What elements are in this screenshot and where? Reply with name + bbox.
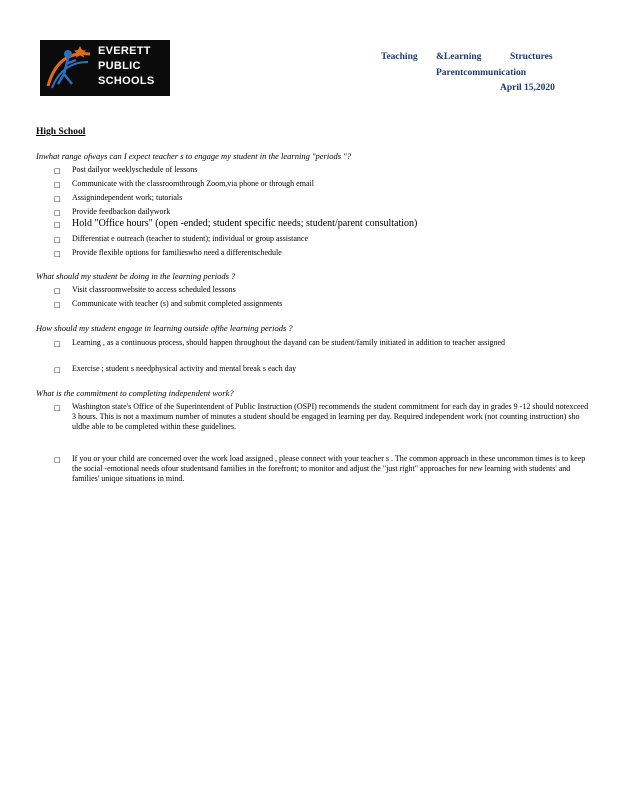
checkbox-icon: □	[54, 250, 61, 258]
logo-text-line: SCHOOLS	[98, 75, 155, 87]
checkbox-icon: □	[54, 167, 61, 175]
logo-text-line: PUBLIC	[98, 60, 141, 72]
list-item: □ Provide flexible options for familieswho need a differentschedule	[54, 248, 282, 258]
question-heading: How should my student engage in learning outside ofthe learning periods ?	[36, 323, 293, 333]
list-item: □ Differentiat e outreach (teacher to student); individual or group assistance	[54, 234, 308, 244]
checkbox-icon: □	[54, 209, 61, 217]
checkbox-icon: □	[54, 340, 61, 348]
list-item: □ Provide feedbackon dailywork	[54, 207, 171, 217]
list-item: □ Visit classroomwebsite to access scheduled lessons	[54, 285, 236, 295]
checkbox-icon: □	[54, 366, 61, 374]
logo-text-line: EVERETT	[98, 45, 151, 57]
checkbox-icon: □	[54, 456, 61, 464]
checkbox-icon: □	[54, 287, 61, 295]
list-item: □ Hold "Office hours" (open -ended; student specific needs; student/parent consultation)	[54, 218, 418, 229]
checkbox-icon: □	[54, 301, 61, 309]
question-heading: What should my student be doing in the learning periods ?	[36, 271, 236, 281]
header-date: April 15,2020	[500, 83, 555, 93]
logo-emblem-icon	[40, 40, 98, 96]
checkbox-icon: □	[54, 236, 61, 244]
header-parent-communication: Parentcommunication	[436, 68, 527, 78]
checkbox-icon: □	[54, 221, 61, 229]
header-teaching: Teaching	[381, 52, 418, 62]
header-learning: &Learning	[436, 52, 482, 62]
list-item: □ Communicate with the classroomthrough Zoom,via phone or through email	[54, 179, 314, 189]
checkbox-icon: □	[54, 181, 61, 189]
section-title: High School	[36, 127, 86, 137]
everett-public-schools-logo	[40, 40, 170, 96]
checkbox-icon: □	[54, 404, 61, 412]
question-heading: Inwhat range ofways can I expect teacher s to engage my student in the learning "periods "?	[36, 151, 351, 161]
header-structures: Structures	[510, 52, 553, 62]
checkbox-icon: □	[54, 195, 61, 203]
list-item: □ Post dailyor weeklyschedule of lessons	[54, 165, 198, 175]
list-item: □ Washington state's Office of the Superintendent of Public Instruction (OSPI) recommends the student commitment for each day in grades 9 -12 should notexceed 3 hours. This is not a maximum number of minutes a student should be engaged in learning per day. Required independent work (not counting instruction) sho uldbe able to be completed within these guidelines.	[54, 402, 589, 431]
list-item: □ Communicate with teacher (s) and submit completed assignments	[54, 299, 283, 309]
list-item: □ Assignindependent work; tutorials	[54, 193, 183, 203]
list-item: □ If you or your child are concerned over the work load assigned , please connect with your teacher s . The common approach in these uncommon times is to keep the social -emotional needs ofour studentsand families in the forefront; to monitor and adjust the "just right" approaches for new learning with students' and families' unique situations in mind.	[54, 454, 586, 483]
question-heading: What is the commitment to completing independent work?	[36, 388, 234, 398]
list-item: □ Exercise ; student s needphysical activity and mental break s each day	[54, 364, 297, 374]
list-item: □ Learning , as a continuous process, should happen throughout the dayand can be student/family initiated in addition to teacher assigned	[54, 338, 505, 348]
